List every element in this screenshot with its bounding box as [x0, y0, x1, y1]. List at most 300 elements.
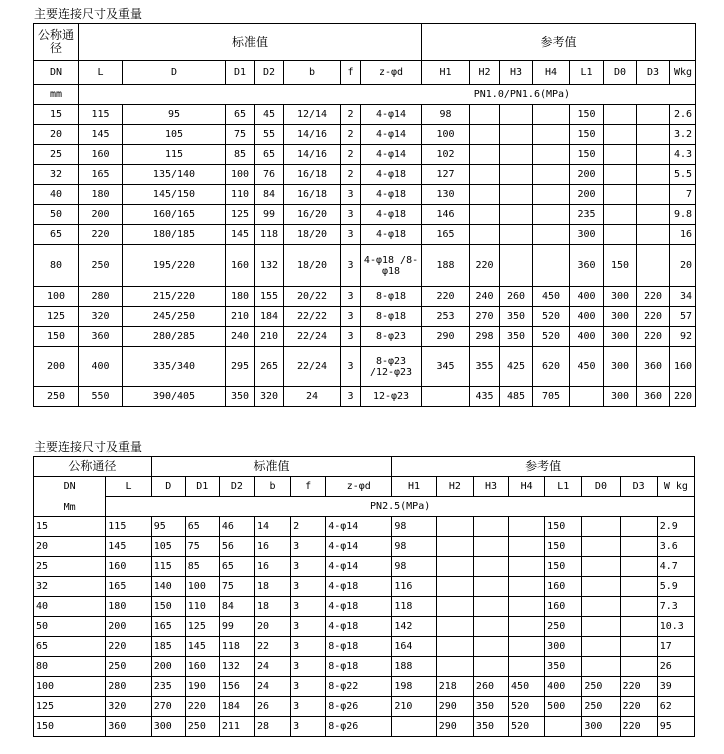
table-cell: 4-φ18	[326, 577, 392, 597]
table-cell: 280	[79, 287, 123, 307]
table-cell: 210	[255, 327, 284, 347]
dimension-table-pn16	[33, 23, 696, 407]
table-cell: 9.8	[670, 205, 696, 225]
table-cell: 8-φ18	[326, 657, 392, 677]
table-cell: 4-φ14	[326, 537, 392, 557]
table-cell	[473, 557, 508, 577]
column-header-col-l1: L1	[545, 477, 582, 497]
table-cell: 300	[151, 717, 185, 737]
table-cell: 300	[604, 287, 637, 307]
table-cell: 20	[34, 537, 106, 557]
table-cell	[533, 105, 570, 125]
pressure-class: PN1.0/PN1.6(MPa)	[79, 85, 696, 105]
table-cell: 4-φ18	[361, 165, 422, 185]
table-cell: 156	[219, 677, 254, 697]
table-cell: 46	[219, 517, 254, 537]
table-cell: 65	[226, 105, 255, 125]
table-row	[34, 557, 695, 577]
table-cell: 150	[34, 327, 79, 347]
table-cell: 350	[473, 697, 508, 717]
table-cell: 220	[106, 637, 151, 657]
table-cell	[620, 557, 657, 577]
table-cell: 150	[604, 245, 637, 287]
table-cell	[470, 185, 500, 205]
table-cell: 290	[436, 697, 473, 717]
table-cell: 75	[185, 537, 219, 557]
table-cell: 116	[392, 577, 436, 597]
table-cell	[545, 717, 582, 737]
table-cell: 550	[79, 387, 123, 407]
table-cell: 145	[226, 225, 255, 245]
column-header-col-b: b	[254, 477, 290, 497]
table-cell: 335/340	[123, 347, 226, 387]
table-cell	[509, 637, 545, 657]
table-cell: 105	[123, 125, 226, 145]
table-cell: 8-φ18	[326, 637, 392, 657]
table-cell	[470, 225, 500, 245]
table-cell: 260	[500, 287, 533, 307]
table-cell: 80	[34, 657, 106, 677]
table-cell: 210	[392, 697, 436, 717]
table-cell	[473, 617, 508, 637]
table-cell: 125	[34, 697, 106, 717]
table-cell: 3	[341, 287, 361, 307]
table-cell: 65	[255, 145, 284, 165]
table-cell: 150	[570, 105, 604, 125]
table-cell: 4-φ18 /8-φ18	[361, 245, 422, 287]
table-cell: 98	[422, 105, 470, 125]
table-cell: 20	[670, 245, 696, 287]
table-cell: 150	[570, 145, 604, 165]
table-cell: 150	[34, 717, 106, 737]
table-cell: 250	[79, 245, 123, 287]
table-cell: 150	[545, 557, 582, 577]
table-cell: 220	[637, 287, 670, 307]
table-cell	[509, 557, 545, 577]
table-cell: 32	[34, 165, 79, 185]
table-cell: 3	[341, 307, 361, 327]
column-header-col-d0: D0	[604, 61, 637, 85]
table-cell: 8-φ18	[361, 287, 422, 307]
table-cell: 320	[255, 387, 284, 407]
table-cell: 32	[34, 577, 106, 597]
table-cell	[604, 225, 637, 245]
table-cell: 180	[106, 597, 151, 617]
column-header-col-d: D	[151, 477, 185, 497]
table-cell	[509, 617, 545, 637]
table-cell	[509, 537, 545, 557]
table-cell: 100	[34, 677, 106, 697]
table-cell: 57	[670, 307, 696, 327]
column-header-col-l1: L1	[570, 61, 604, 85]
table-cell: 298	[470, 327, 500, 347]
table-cell	[604, 185, 637, 205]
table-cell: 4-φ18	[361, 185, 422, 205]
table-cell: 145	[106, 537, 151, 557]
table-cell	[620, 577, 657, 597]
table-cell: 8-φ18	[361, 307, 422, 327]
table-cell: 240	[226, 327, 255, 347]
table-cell: 300	[545, 637, 582, 657]
table-cell	[500, 145, 533, 165]
table-cell	[509, 517, 545, 537]
table-cell: 200	[151, 657, 185, 677]
table-cell: 22/22	[284, 307, 341, 327]
table-cell: 160	[185, 657, 219, 677]
table-cell	[637, 185, 670, 205]
table-row	[34, 245, 696, 287]
table-cell	[620, 617, 657, 637]
table-cell	[436, 597, 473, 617]
table-cell: 220	[185, 697, 219, 717]
table-cell: 2	[341, 145, 361, 165]
table-cell: 14	[254, 517, 290, 537]
reference-values-header: 参考值	[422, 24, 696, 61]
table-cell	[436, 537, 473, 557]
table-cell: 8-φ23 /12-φ23	[361, 347, 422, 387]
table-cell: 10.3	[657, 617, 694, 637]
table-cell: 360	[79, 327, 123, 347]
table-cell: 18/20	[284, 245, 341, 287]
table-cell: 16	[254, 537, 290, 557]
table-cell	[582, 517, 620, 537]
table-cell: 55	[255, 125, 284, 145]
table-cell: 132	[255, 245, 284, 287]
table-row	[34, 145, 696, 165]
table-cell: 22/24	[284, 327, 341, 347]
table-cell: 250	[582, 697, 620, 717]
table-row	[34, 125, 696, 145]
dn-label: DN	[63, 481, 76, 492]
table-cell: 98	[392, 537, 436, 557]
table-cell: 215/220	[123, 287, 226, 307]
table-cell: 65	[34, 637, 106, 657]
table-cell: 16/20	[284, 205, 341, 225]
table-cell: 125	[34, 307, 79, 327]
table-cell: 24	[254, 657, 290, 677]
table-cell: 85	[185, 557, 219, 577]
table-cell: 220	[620, 717, 657, 737]
table-cell: 520	[509, 717, 545, 737]
table-cell: 220	[670, 387, 696, 407]
table-cell: 290	[436, 717, 473, 737]
table-cell: 84	[255, 185, 284, 205]
table-row	[34, 617, 695, 637]
table-cell: 142	[392, 617, 436, 637]
table-cell: 3	[291, 697, 326, 717]
table-cell: 2	[291, 517, 326, 537]
table-cell: 146	[422, 205, 470, 225]
table-cell: 435	[470, 387, 500, 407]
column-header-col-w-kg: W kg	[657, 477, 694, 497]
table-cell: 16	[254, 557, 290, 577]
table-cell: 99	[255, 205, 284, 225]
table-cell	[604, 205, 637, 225]
table-cell	[637, 145, 670, 165]
table-cell	[582, 557, 620, 577]
table-cell: 210	[226, 307, 255, 327]
table-row	[34, 225, 696, 245]
table-cell: 22	[254, 637, 290, 657]
table-cell	[582, 657, 620, 677]
column-header-col-dn	[34, 477, 106, 517]
table-cell: 18	[254, 597, 290, 617]
pressure-class: PN2.5(MPa)	[106, 497, 695, 517]
table-cell: 45	[255, 105, 284, 125]
table-row	[34, 347, 696, 387]
table-cell	[473, 657, 508, 677]
table-cell: 100	[422, 125, 470, 145]
unit-cell: Mm	[63, 502, 76, 513]
table-cell: 3	[291, 537, 326, 557]
table-cell: 39	[657, 677, 694, 697]
table-cell	[392, 717, 436, 737]
table-cell: 2	[341, 165, 361, 185]
table-cell	[637, 105, 670, 125]
column-header-col-f: f	[291, 477, 326, 497]
table-cell: 3	[341, 205, 361, 225]
table-cell: 127	[422, 165, 470, 185]
table1-title: 主要连接尺寸及重量	[34, 7, 143, 21]
table-cell: 4-φ14	[326, 557, 392, 577]
table-cell: 115	[151, 557, 185, 577]
table-cell: 3	[341, 185, 361, 205]
table-cell: 95	[151, 517, 185, 537]
table-cell: 280/285	[123, 327, 226, 347]
table-cell	[509, 657, 545, 677]
table-cell: 235	[570, 205, 604, 225]
column-header-col-h2: H2	[470, 61, 500, 85]
table-cell: 520	[533, 327, 570, 347]
table-cell: 84	[219, 597, 254, 617]
table-cell: 3	[291, 597, 326, 617]
table-cell	[604, 165, 637, 185]
table-cell: 400	[545, 677, 582, 697]
table-cell: 265	[255, 347, 284, 387]
table-cell	[582, 577, 620, 597]
table-cell	[533, 125, 570, 145]
table-cell: 320	[79, 307, 123, 327]
table-cell: 98	[392, 517, 436, 537]
table-cell: 184	[255, 307, 284, 327]
table-cell: 360	[637, 387, 670, 407]
table-cell: 132	[219, 657, 254, 677]
table-cell: 260	[473, 677, 508, 697]
table-cell: 17	[657, 637, 694, 657]
table-cell: 4-φ14	[361, 145, 422, 165]
table-cell: 80	[34, 245, 79, 287]
table-cell	[604, 145, 637, 165]
column-header-col-z-d: z-φd	[326, 477, 392, 497]
column-header-col-l: L	[106, 477, 151, 497]
table-cell: 118	[255, 225, 284, 245]
table-cell	[473, 637, 508, 657]
column-header-col-d0: D0	[582, 477, 620, 497]
table-cell: 16/18	[284, 185, 341, 205]
table-cell: 250	[34, 387, 79, 407]
table-cell: 220	[620, 677, 657, 697]
table-cell: 200	[106, 617, 151, 637]
table-cell: 3	[291, 637, 326, 657]
column-header-col-h4: H4	[509, 477, 545, 497]
table-cell: 345	[422, 347, 470, 387]
table-row	[34, 517, 695, 537]
column-header-col-d1: D1	[185, 477, 219, 497]
table-cell	[436, 577, 473, 597]
column-header-col-dn: DN	[34, 61, 79, 85]
table-cell: 5.9	[657, 577, 694, 597]
table-cell: 218	[436, 677, 473, 697]
table-cell: 160/165	[123, 205, 226, 225]
table-cell: 4-φ18	[361, 205, 422, 225]
table-cell: 22/24	[284, 347, 341, 387]
table-cell: 135/140	[123, 165, 226, 185]
table-cell: 300	[582, 717, 620, 737]
table-cell: 4.7	[657, 557, 694, 577]
table-cell: 50	[34, 205, 79, 225]
table-row	[34, 307, 696, 327]
table-row	[34, 597, 695, 617]
table-cell: 350	[545, 657, 582, 677]
column-header-col-h1: H1	[422, 61, 470, 85]
table-cell: 250	[185, 717, 219, 737]
table-cell: 26	[254, 697, 290, 717]
table-cell: 8-φ22	[326, 677, 392, 697]
table-cell: 290	[422, 327, 470, 347]
standard-values-header: 标准值	[79, 24, 422, 61]
table-cell: 184	[219, 697, 254, 717]
table-cell: 190	[185, 677, 219, 697]
table-cell: 115	[79, 105, 123, 125]
table-cell: 40	[34, 597, 106, 617]
table-cell: 14/16	[284, 125, 341, 145]
table-cell: 15	[34, 105, 79, 125]
table-cell: 350	[500, 327, 533, 347]
table-cell: 125	[226, 205, 255, 225]
column-header-col-h4: H4	[533, 61, 570, 85]
column-header-col-h2: H2	[436, 477, 473, 497]
table-cell: 620	[533, 347, 570, 387]
table-cell: 14/16	[284, 145, 341, 165]
table-cell	[500, 125, 533, 145]
table-cell: 160	[670, 347, 696, 387]
table-cell	[436, 637, 473, 657]
table-row	[34, 677, 695, 697]
table-cell	[500, 205, 533, 225]
table-cell	[533, 165, 570, 185]
table-cell: 450	[509, 677, 545, 697]
table-cell: 160	[226, 245, 255, 287]
table-cell: 160	[545, 577, 582, 597]
table-cell	[570, 387, 604, 407]
table-row	[34, 697, 695, 717]
table-cell: 8-φ26	[326, 717, 392, 737]
table-cell	[637, 245, 670, 287]
table-cell	[500, 185, 533, 205]
table-cell	[637, 165, 670, 185]
table-cell: 390/405	[123, 387, 226, 407]
table-cell: 240	[470, 287, 500, 307]
table-cell: 2.9	[657, 517, 694, 537]
table-cell: 2	[341, 125, 361, 145]
table-cell: 160	[106, 557, 151, 577]
table-cell: 98	[392, 557, 436, 577]
table-cell: 20	[254, 617, 290, 637]
table-cell: 195/220	[123, 245, 226, 287]
table-cell	[500, 165, 533, 185]
table-cell	[473, 517, 508, 537]
table-cell: 118	[219, 637, 254, 657]
column-header-col-d1: D1	[226, 61, 255, 85]
table-cell	[500, 105, 533, 125]
table-cell: 360	[637, 347, 670, 387]
table-cell	[637, 225, 670, 245]
table-cell	[620, 657, 657, 677]
table-cell: 425	[500, 347, 533, 387]
table-row	[34, 185, 696, 205]
table-cell	[533, 205, 570, 225]
table-cell: 12/14	[284, 105, 341, 125]
table-cell: 220	[637, 307, 670, 327]
table-cell: 95	[123, 105, 226, 125]
table-cell	[533, 185, 570, 205]
table-cell: 18/20	[284, 225, 341, 245]
table-row	[34, 537, 695, 557]
table-cell: 280	[106, 677, 151, 697]
table-cell: 400	[570, 287, 604, 307]
column-header-col-l: L	[79, 61, 123, 85]
table-cell: 270	[151, 697, 185, 717]
table-cell: 180/185	[123, 225, 226, 245]
table-cell: 4-φ14	[326, 517, 392, 537]
reference-values-header: 参考值	[392, 457, 695, 477]
table-cell: 235	[151, 677, 185, 697]
table-cell: 12-φ23	[361, 387, 422, 407]
table-cell: 3	[341, 387, 361, 407]
table-cell: 8-φ26	[326, 697, 392, 717]
table-cell: 400	[570, 327, 604, 347]
table-cell: 2	[341, 105, 361, 125]
table-cell: 360	[570, 245, 604, 287]
standard-values-header: 标准值	[151, 457, 392, 477]
dimension-table-pn25	[33, 456, 695, 737]
table-cell: 7	[670, 185, 696, 205]
table-cell: 4-φ14	[361, 125, 422, 145]
table-cell: 180	[79, 185, 123, 205]
table-cell: 160	[545, 597, 582, 617]
column-header-col-h1: H1	[392, 477, 436, 497]
table-cell: 320	[106, 697, 151, 717]
table-cell: 65	[185, 517, 219, 537]
table-cell: 350	[226, 387, 255, 407]
table-cell: 62	[657, 697, 694, 717]
table-cell	[470, 105, 500, 125]
table-cell: 200	[34, 347, 79, 387]
table-cell: 75	[226, 125, 255, 145]
table-cell: 3	[291, 717, 326, 737]
table-cell: 105	[151, 537, 185, 557]
table-cell: 245/250	[123, 307, 226, 327]
table-cell: 125	[185, 617, 219, 637]
table-cell: 20/22	[284, 287, 341, 307]
table-cell: 355	[470, 347, 500, 387]
table-cell: 28	[254, 717, 290, 737]
table-cell: 188	[392, 657, 436, 677]
table-cell: 705	[533, 387, 570, 407]
table-cell	[470, 205, 500, 225]
table-row	[34, 327, 696, 347]
table-cell: 3	[291, 557, 326, 577]
